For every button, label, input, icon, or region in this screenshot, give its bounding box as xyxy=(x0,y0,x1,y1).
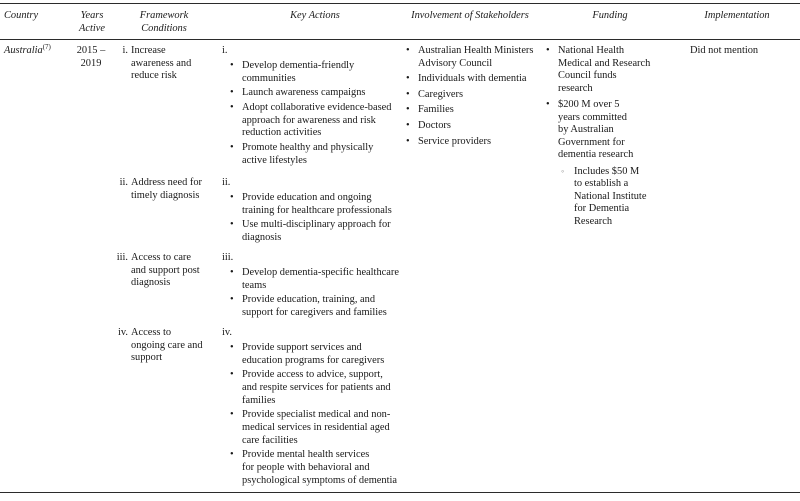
list-item: • Provide education, training, and support for caregivers and families xyxy=(220,294,412,319)
cell-stakeholders xyxy=(400,45,550,151)
list-item: • Caregivers xyxy=(400,89,550,102)
list-item: • Provide access to advice, support, and respite services for patients and families xyxy=(220,369,412,407)
list-item: • Service providers xyxy=(400,136,550,149)
table-top-rule xyxy=(0,3,800,4)
actions-iii-list xyxy=(220,267,412,322)
actions-ii-list xyxy=(220,192,412,247)
list-item: • Develop dementia-friendly communities xyxy=(220,60,412,85)
actions-iv-list xyxy=(220,342,412,489)
funding-sub-list xyxy=(537,166,687,229)
stakeholders-list xyxy=(400,45,550,148)
header-country: Country xyxy=(4,10,39,21)
list-item: • Australian Health Ministers Advisory Council xyxy=(400,45,550,70)
table-header-rule xyxy=(0,39,800,40)
list-item: • Individuals with dementia xyxy=(400,73,550,86)
header-framework: Framework Conditions xyxy=(139,10,189,34)
list-item: • Launch awareness campaigns xyxy=(220,87,412,100)
funding-list xyxy=(537,45,687,162)
list-item: • Promote healthy and physically active lifestyles xyxy=(220,142,412,167)
list-item: • Doctors xyxy=(400,120,550,133)
list-item: • Provide specialist medical and non- medical services in residential aged care facilities xyxy=(220,409,412,447)
cell-country: Australia$^{(7)}$ xyxy=(4,43,51,56)
list-item: • $200 M over 5 years committed by Australian Government for dementia research xyxy=(537,99,687,162)
list-item: • Families xyxy=(400,104,550,117)
cell-years: 2015 – 2019 xyxy=(76,45,106,69)
cell-implementation: Did not mention xyxy=(690,45,759,56)
list-item: ◦ Includes $50 M to establish a National Institute for Dementia Research xyxy=(537,166,687,229)
table-bottom-rule xyxy=(0,492,800,493)
list-item: • Provide mental health services for people with behavioral and psychological symptoms of dementia xyxy=(220,449,412,487)
header-key-actions: Key Actions xyxy=(290,10,340,21)
list-item: • Provide support services and education programs for caregivers xyxy=(220,342,412,367)
header-implementation: Implementation xyxy=(704,10,770,21)
list-item: • National Health Medical and Research Council funds research xyxy=(537,45,687,95)
citation-ref: (7) xyxy=(42,43,51,51)
actions-i-list xyxy=(220,60,412,170)
list-item: • Provide education and ongoing training for healthcare professionals xyxy=(220,192,412,217)
header-funding: Funding xyxy=(592,10,628,21)
list-item: • Use multi-disciplinary approach for diagnosis xyxy=(220,219,412,244)
header-stakeholders: Involvement of Stakeholders xyxy=(411,10,529,21)
header-years: Years Active xyxy=(79,10,105,34)
list-item: • Adopt collaborative evidence-based approach for awareness and risk reduction activities xyxy=(220,102,412,140)
table-page: Country Years Active Framework Conditions Key Actions Involvement of Stakeholders Funding Implementation Australia$^{(7)}$ 2015 – 2019 i. Increase awareness and reduce risk ii. Address need for timely diagnosis iii. Access to care and support post diagnosis iv. Access to ongoing care and support i. • Develop dementia-friendly communities • Launch awareness campaigns • Adopt collaborative evidence-based approach for awareness and risk reduction activities • Promote healthy and physically active lifestyles ii. • Provide education and ongoing training for healthcare professionals • Use multi-disciplinary approach for diagnosis iii. • Develop dementia-specific healthcare teams • Provide education, training, and support for caregivers and families iv. • Provide support services and education programs for caregivers • Provide access to advice, support, and respite services for patients and families • Provide specialist medical and non- medical services in residential aged care facilities • Provide mental health services for people with behavioral and psychological symptoms of dementia • Australian Health Ministers Advisory Council • Individuals with dementia • Caregivers • Families • Doctors • Service providers • National Health Medical and Research Council funds research • $200 M over 5 years committed by Australian Government for dementia research ◦ Includes $50 M to establish a National Institute for Dementia Research Did not mention xyxy=(0,0,800,501)
cell-funding xyxy=(537,45,687,229)
list-item: • Develop dementia-specific healthcare teams xyxy=(220,267,412,292)
